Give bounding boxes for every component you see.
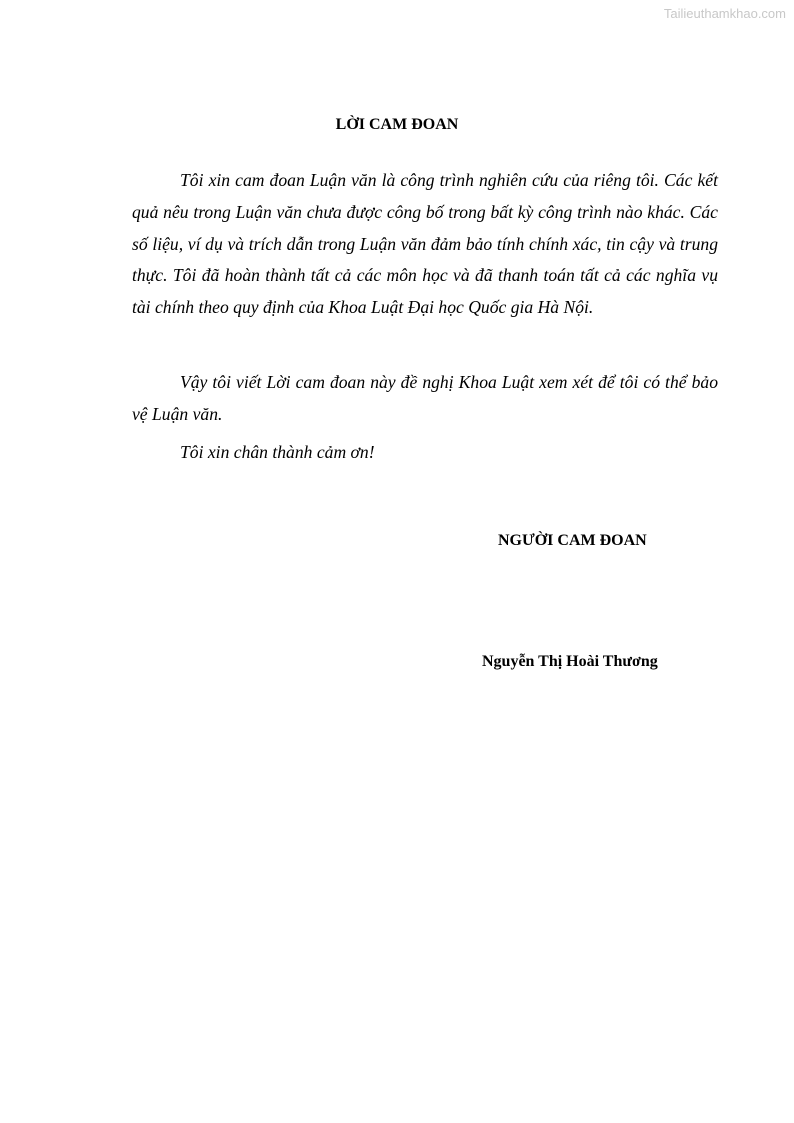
watermark-text: Tailieuthamkhao.com	[663, 6, 786, 21]
signer-role: NGƯỜI CAM ĐOAN	[498, 532, 647, 549]
paragraph-declaration	[132, 165, 718, 324]
page-title: LỜI CAM ĐOAN	[335, 116, 459, 133]
paragraph-text: Vậy tôi viết Lời cam đoan này đề nghị Khoa Luật xem xét để tôi có thể bảo vệ Luận văn.	[132, 372, 718, 424]
paragraph-text: Tôi xin cam đoan Luận văn là công trình nghiên cứu của riêng tôi. Các kết quả nêu trong Luận văn chưa được công bố trong bất kỳ công trình nào khác. Các số liệu, ví dụ và trích dẫn trong Luận văn đảm bảo tính chính xác, tin cậy và trung thực. Tôi đã hoàn thành tất cả các môn học và đã thanh toán tất cả các nghĩa vụ tài chính theo quy định của Khoa Luật Đại học Quốc gia Hà Nội.	[132, 170, 718, 318]
paragraph-text: Tôi xin chân thành cảm ơn!	[180, 442, 375, 462]
paragraph-thanks	[132, 437, 718, 469]
paragraph-request	[132, 367, 718, 431]
signer-name: Nguyễn Thị Hoài Thương	[482, 653, 658, 670]
